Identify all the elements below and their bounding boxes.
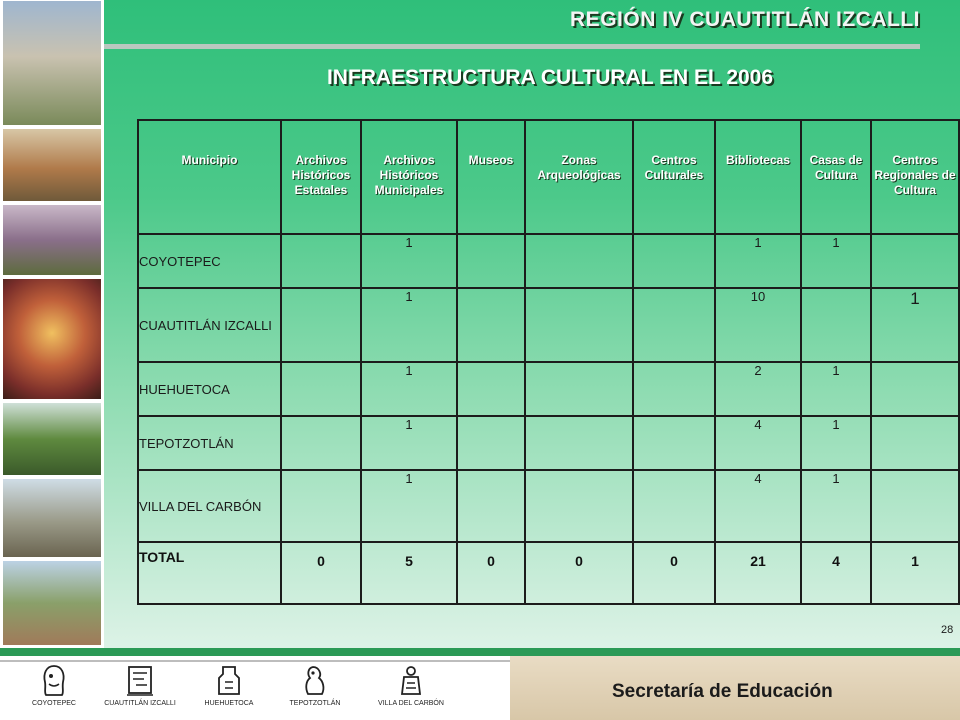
footer-bar — [0, 648, 960, 656]
col-header-centros-culturales: Centros Culturales — [633, 120, 715, 234]
photo-strip — [0, 0, 104, 655]
cell — [525, 288, 633, 362]
row-name: TEPOTZOTLÁN — [138, 416, 281, 470]
row-name: HUEHUETOCA — [138, 362, 281, 416]
cell — [525, 362, 633, 416]
table-row — [138, 416, 959, 470]
cell — [633, 416, 715, 470]
cell: 1 — [361, 362, 457, 416]
table-row — [138, 288, 959, 362]
col-header-municipio: Municipio — [138, 120, 281, 234]
church-photo — [2, 0, 102, 126]
cell — [457, 234, 525, 288]
cell — [871, 362, 959, 416]
col-header-centros-regionales: Centros Regionales de Cultura — [871, 120, 959, 234]
cell — [281, 416, 361, 470]
coyotepec-glyph-icon — [40, 664, 68, 698]
cell: 1 — [801, 362, 871, 416]
total-label: TOTAL — [138, 542, 281, 604]
cell: 10 — [715, 288, 801, 362]
cell: 1 — [871, 288, 959, 362]
town-photo — [2, 560, 102, 646]
cell — [871, 234, 959, 288]
cell: 1 — [361, 234, 457, 288]
cell — [281, 234, 361, 288]
cell — [457, 362, 525, 416]
logo-tepotzotlan — [270, 664, 360, 707]
col-header-zonas-arqueologicas: Zonas Arqueológicas — [525, 120, 633, 234]
kiosk-photo — [2, 204, 102, 276]
cell — [457, 416, 525, 470]
page-title: INFRAESTRUCTURA CULTURAL EN EL 2006 — [326, 66, 774, 89]
logo-label: VILLA DEL CARBÓN — [378, 700, 444, 707]
cell — [871, 470, 959, 542]
huehuetoca-glyph-icon — [214, 664, 244, 698]
culture-infrastructure-table — [137, 119, 960, 605]
logo-label: TEPOTZOTLÁN — [289, 700, 341, 707]
table-row — [138, 234, 959, 288]
cell: 4 — [715, 416, 801, 470]
total-cell: 5 — [361, 542, 457, 604]
altar-photo — [2, 278, 102, 400]
ruins-photo — [2, 478, 102, 558]
logo-cuautitlan-izcalli — [95, 664, 185, 707]
cuautitlan-glyph-icon — [124, 664, 156, 698]
cell — [633, 362, 715, 416]
total-cell: 1 — [871, 542, 959, 604]
total-cell: 0 — [633, 542, 715, 604]
cell: 1 — [801, 470, 871, 542]
villa-del-carbon-glyph-icon — [397, 664, 425, 698]
total-row — [138, 542, 959, 604]
table-row — [138, 470, 959, 542]
total-cell: 0 — [281, 542, 361, 604]
col-header-bibliotecas: Bibliotecas — [715, 120, 801, 234]
cell: 4 — [715, 470, 801, 542]
cell — [525, 234, 633, 288]
cell — [801, 288, 871, 362]
header-divider — [104, 44, 920, 49]
table-row — [138, 362, 959, 416]
col-header-archivos-municipales: Archivos Históricos Municipales — [361, 120, 457, 234]
footer-divider — [0, 660, 510, 662]
logo-label: COYOTEPEC — [32, 700, 76, 707]
col-header-casas-de-cultura: Casas de Cultura — [801, 120, 871, 234]
col-header-archivos-estatales: Archivos Históricos Estatales — [281, 120, 361, 234]
cell — [633, 288, 715, 362]
cell: 1 — [361, 416, 457, 470]
cell — [281, 470, 361, 542]
logo-villa-del-carbon — [366, 664, 456, 707]
cell — [457, 288, 525, 362]
total-cell: 0 — [457, 542, 525, 604]
cell: 1 — [715, 234, 801, 288]
cell — [871, 416, 959, 470]
total-cell: 0 — [525, 542, 633, 604]
page-number: 28 — [941, 624, 954, 636]
tepotzotlan-glyph-icon — [301, 664, 329, 698]
col-header-museos: Museos — [457, 120, 525, 234]
logo-huehuetoca — [184, 664, 274, 707]
total-cell: 21 — [715, 542, 801, 604]
cell: 1 — [801, 416, 871, 470]
cell — [525, 416, 633, 470]
colonnade-photo — [2, 128, 102, 202]
institution-name: Secretaría de Educación — [612, 681, 833, 702]
cell — [457, 470, 525, 542]
table-header-row — [138, 120, 959, 234]
total-cell: 4 — [801, 542, 871, 604]
logo-coyotepec — [9, 664, 99, 707]
cell — [525, 470, 633, 542]
cell: 1 — [801, 234, 871, 288]
cell — [281, 288, 361, 362]
region-title: REGIÓN IV CUAUTITLÁN IZCALLI — [570, 8, 920, 31]
row-name: COYOTEPEC — [138, 234, 281, 288]
cell — [633, 234, 715, 288]
garden-photo — [2, 402, 102, 476]
cell: 1 — [361, 288, 457, 362]
row-name: VILLA DEL CARBÓN — [138, 470, 281, 542]
logo-label: CUAUTITLÁN IZCALLI — [104, 700, 176, 707]
cell: 1 — [361, 470, 457, 542]
cell: 2 — [715, 362, 801, 416]
row-name: CUAUTITLÁN IZCALLI — [138, 288, 281, 362]
cell — [633, 470, 715, 542]
logo-label: HUEHUETOCA — [204, 700, 254, 707]
cell — [281, 362, 361, 416]
